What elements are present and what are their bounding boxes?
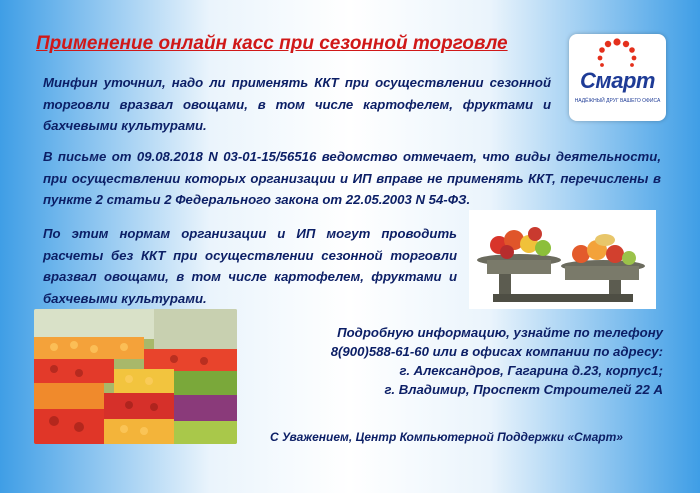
page-title: Применение онлайн касс при сезонной торговле xyxy=(36,33,508,54)
contact-phone-intro: Подробную информацию, узнайте по телефону xyxy=(337,325,663,340)
logo-tagline: НАДЁЖНЫЙ ДРУГ ВАШЕГО ОФИСА xyxy=(574,98,661,104)
paragraph-letter: В письме от 09.08.2018 N 03-01-15/56516 ведомство отмечает, что виды деятельности, при осуществлении которых организации и ИП вправе не применять ККТ, перечислены в пункте 2 статьи 2 Федерального закона от 22.05.2003 N 54-ФЗ. xyxy=(43,149,661,207)
paragraph-minfin: Минфин уточнил, надо ли применять ККТ при осуществлении сезонной торговли вразвал овощами, в том числе картофелем, фруктами и бахчевыми культурами. xyxy=(43,75,551,133)
scale-with-fruits-image xyxy=(469,210,656,309)
contact-phone: 8(900)588-61-60 или в офисах компании по адресу: xyxy=(330,344,663,359)
logo-word: Смарт xyxy=(580,68,655,93)
contact-address-aleksandrov: г. Александров, Гагарина д.23, корпус1; xyxy=(399,363,663,378)
paragraph-norms: По этим нормам организации и ИП могут проводить расчеты без ККТ при осуществлении сезонной торговли вразвал овощами, в том числе картофелем, фруктами и бахчевыми культурами. xyxy=(43,226,457,306)
contact-address-vladimir: г. Владимир, Проспект Строителей 22 А xyxy=(384,382,663,397)
fruit-market-stall-image xyxy=(34,309,237,444)
signature: С Уважением, Центр Компьютерной Поддержки «Смарт» xyxy=(270,430,623,444)
smart-logo xyxy=(569,34,666,121)
contact-info xyxy=(331,323,663,399)
